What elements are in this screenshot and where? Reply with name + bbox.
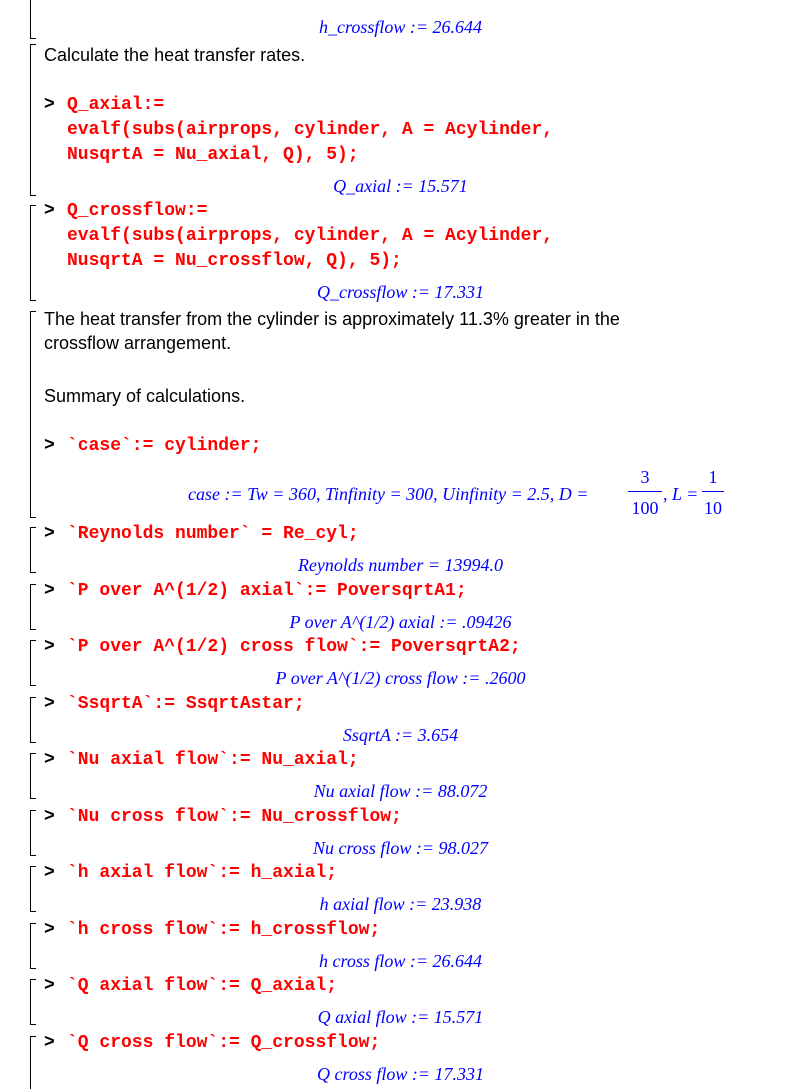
command-line: evalf(subs(airprops, cylinder, A = Acylinder, xyxy=(67,120,554,140)
output-case xyxy=(188,484,588,505)
prompt-marker: > xyxy=(44,524,55,544)
command-input[interactable] xyxy=(67,1033,380,1053)
output-p-over-a-axial: P over A^(1/2) axial := .09426 xyxy=(289,612,512,632)
output-h-crossflow: h_crossflow := 26.644 xyxy=(319,17,482,37)
command-line: `SsqrtA`:= SsqrtAstar; xyxy=(67,694,305,714)
command-input[interactable] xyxy=(67,436,261,456)
command-line: `Q cross flow`:= Q_crossflow; xyxy=(67,1033,381,1053)
fraction-d-denominator: 100 xyxy=(631,498,659,518)
fraction-l-numerator: 1 xyxy=(708,467,718,487)
prompt-marker: > xyxy=(44,863,55,883)
text-heat-rates: Calculate the heat transfer rates. xyxy=(44,45,306,65)
command-input[interactable] xyxy=(67,920,380,940)
command-line: `h cross flow`:= h_crossflow; xyxy=(67,920,381,940)
text-result-line1: The heat transfer from the cylinder is approximately 11.3% greater in the xyxy=(44,309,620,329)
command-line: Q_axial:= xyxy=(67,95,165,115)
output-nu-cross: Nu cross flow := 98.027 xyxy=(313,838,488,858)
output-h-cross: h cross flow := 26.644 xyxy=(319,951,482,971)
case-text: case := Tw = 360, Tinfinity = 300, Uinfinity = 2.5, D = xyxy=(188,484,589,504)
prompt-marker: > xyxy=(44,694,55,714)
prompt-marker: > xyxy=(44,436,55,456)
fraction-d-numerator: 3 xyxy=(640,467,650,487)
prompt-marker: > xyxy=(44,1033,55,1053)
command-input[interactable] xyxy=(67,863,337,883)
command-input[interactable] xyxy=(67,694,305,714)
command-input[interactable] xyxy=(67,251,402,271)
command-input[interactable] xyxy=(67,807,402,827)
prompt-marker: > xyxy=(44,750,55,770)
command-input[interactable] xyxy=(67,524,359,544)
output-q-crossflow: Q_crossflow := 17.331 xyxy=(317,282,484,302)
command-line: `P over A^(1/2) cross flow`:= PoversqrtA2; xyxy=(67,637,521,657)
command-line: Q_crossflow:= xyxy=(67,201,208,221)
command-line: `Reynolds number` = Re_cyl; xyxy=(67,524,359,544)
command-line: `case`:= cylinder; xyxy=(67,436,262,456)
output-reynolds: Reynolds number = 13994.0 xyxy=(297,555,504,575)
command-line: `h axial flow`:= h_axial; xyxy=(67,863,338,883)
command-input[interactable] xyxy=(67,120,553,140)
fraction-l-denominator: 10 xyxy=(704,498,722,518)
output-ssqrta: SsqrtA := 3.654 xyxy=(342,725,459,745)
output-nu-axial: Nu axial flow := 88.072 xyxy=(313,781,488,801)
command-line: evalf(subs(airprops, cylinder, A = Acylinder, xyxy=(67,226,554,246)
command-line: NusqrtA = Nu_crossflow, Q), 5); xyxy=(67,251,402,271)
command-line: NusqrtA = Nu_axial, Q), 5); xyxy=(67,145,359,165)
command-input[interactable] xyxy=(67,95,164,115)
output-h-axial: h axial flow := 23.938 xyxy=(319,894,482,914)
group-bracket xyxy=(30,311,36,518)
prompt-marker: > xyxy=(44,637,55,657)
command-line: `P over A^(1/2) axial`:= PoversqrtA1; xyxy=(67,581,467,601)
command-line: `Nu cross flow`:= Nu_crossflow; xyxy=(67,807,402,827)
command-input[interactable] xyxy=(67,976,337,996)
prompt-marker: > xyxy=(44,581,55,601)
group-bracket xyxy=(30,44,36,196)
command-line: `Q axial flow`:= Q_axial; xyxy=(67,976,338,996)
text-summary: Summary of calculations. xyxy=(44,386,246,406)
command-input[interactable] xyxy=(67,201,207,221)
fraction-bar xyxy=(628,491,662,492)
output-q-axial: Q_axial := 15.571 xyxy=(333,176,468,196)
command-input[interactable] xyxy=(67,637,521,657)
command-input[interactable] xyxy=(67,226,553,246)
text-result-line2: crossflow arrangement. xyxy=(44,333,232,353)
output-p-over-a-cross: P over A^(1/2) cross flow := .2600 xyxy=(275,668,526,688)
prompt-marker: > xyxy=(44,807,55,827)
fraction-bar xyxy=(702,491,724,492)
output-q-axial-flow: Q axial flow := 15.571 xyxy=(317,1007,484,1027)
output-q-cross-flow: Q cross flow := 17.331 xyxy=(317,1064,484,1084)
command-line: `Nu axial flow`:= Nu_axial; xyxy=(67,750,359,770)
prompt-marker: > xyxy=(44,201,55,221)
prompt-marker: > xyxy=(44,920,55,940)
command-input[interactable] xyxy=(67,750,359,770)
command-input[interactable] xyxy=(67,145,359,165)
prompt-marker: > xyxy=(44,95,55,115)
case-separator: , L = xyxy=(663,484,699,504)
prompt-marker: > xyxy=(44,976,55,996)
command-input[interactable] xyxy=(67,581,467,601)
